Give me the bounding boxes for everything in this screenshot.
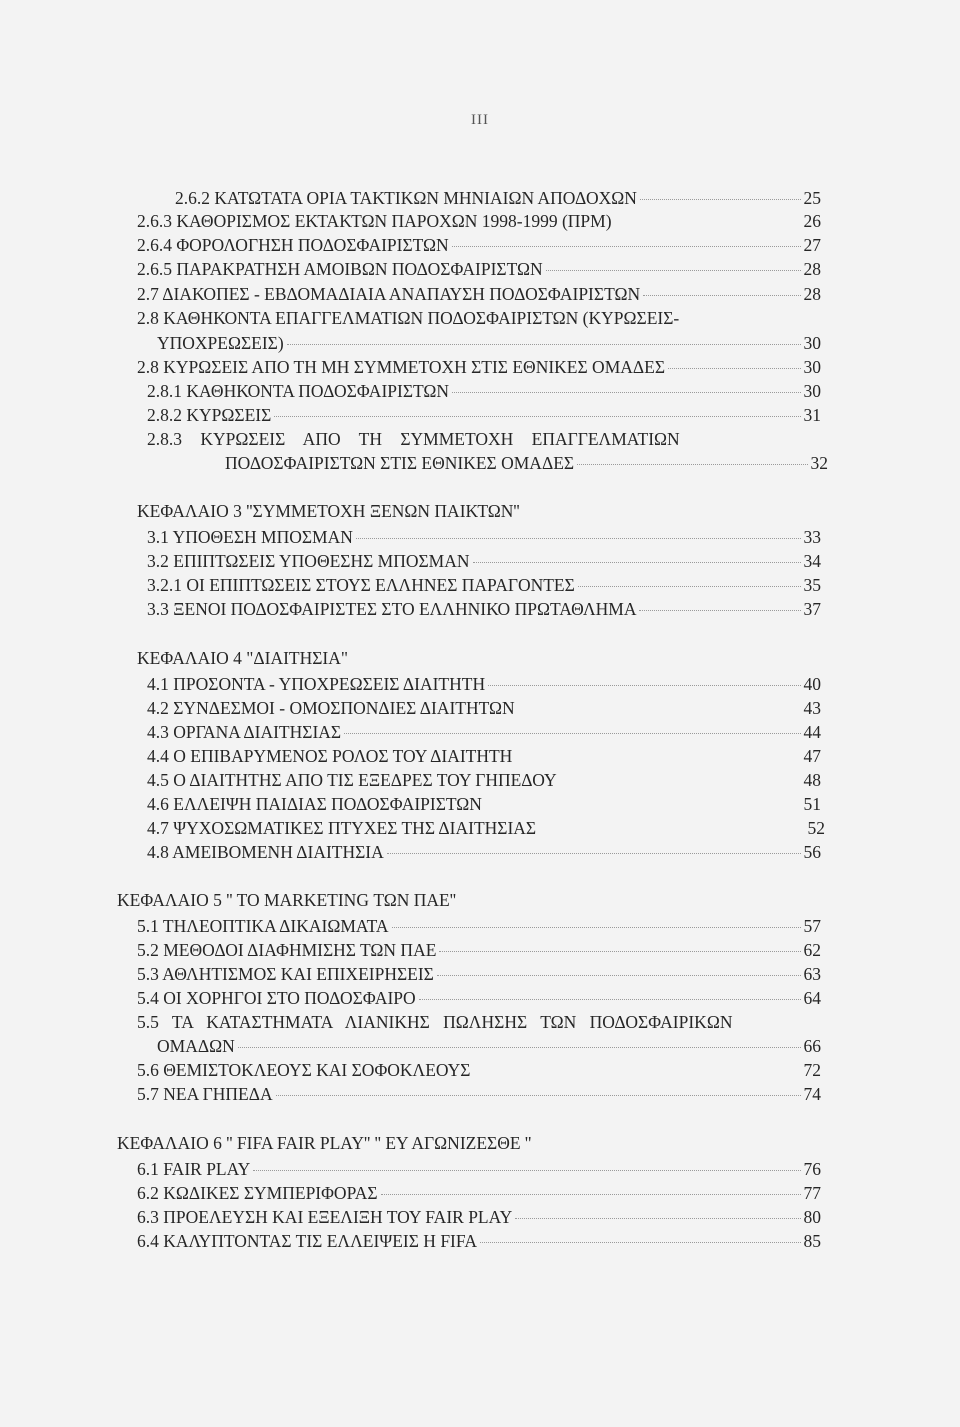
toc-leader <box>473 562 801 563</box>
toc-entry <box>137 963 821 985</box>
toc-entry-label: 5.3 ΑΘΛΗΤΙΣΜΟΣ ΚΑΙ ΕΠΙΧΕΙΡΗΣΕΙΣ <box>137 964 434 984</box>
toc-leader <box>419 999 801 1000</box>
toc-leader <box>392 927 801 928</box>
toc-entry-label: 2.6.4 ΦΟΡΟΛΟΓΗΣΗ ΠΟΔΟΣΦΑΙΡΙΣΤΩΝ <box>137 235 449 255</box>
toc-entry-page: 40 <box>803 674 821 694</box>
toc-entry <box>137 1083 821 1105</box>
toc-entry-page: 74 <box>803 1084 821 1104</box>
toc-entry-page: 30 <box>803 333 821 353</box>
toc-entry-label: 3.2.1 ΟΙ ΕΠΙΠΤΩΣΕΙΣ ΣΤΟΥΣ ΕΛΛΗΝΕΣ ΠΑΡΑΓΟΝΤΕΣ <box>147 575 575 595</box>
toc-leader <box>287 344 801 345</box>
toc-entry-label: 2.6.3 ΚΑΘΟΡΙΣΜΟΣ ΕΚΤΑΚΤΩΝ ΠΑΡΟΧΩΝ 1998-1999 (ΠΡΜ) <box>137 211 612 231</box>
toc-entry-label: 6.2 ΚΩΔΙΚΕΣ ΣΥΜΠΕΡΙΦΟΡΑΣ <box>137 1183 378 1203</box>
toc-entry <box>147 380 821 402</box>
toc-entry-page: 26 <box>803 211 821 231</box>
toc-leader <box>640 199 801 200</box>
toc-leader <box>480 1242 801 1243</box>
toc-entry <box>147 841 821 863</box>
toc-leader <box>577 464 807 465</box>
toc-entry-label: 2.8.2 ΚΥΡΩΣΕΙΣ <box>147 405 272 425</box>
toc-entry-label: 3.2 ΕΠΙΠΤΩΣΕΙΣ ΥΠΟΘΕΣΗΣ ΜΠΟΣΜΑΝ <box>147 551 470 571</box>
toc-entry-page: 80 <box>803 1207 821 1227</box>
toc-entry-page: 30 <box>803 381 821 401</box>
toc-entry-page: 37 <box>803 599 821 619</box>
toc-entry-label: 4.5 Ο ΔΙΑΙΤΗΤΗΣ ΑΠΟ ΤΙΣ ΕΞΕΔΡΕΣ ΤΟΥ ΓΗΠΕΔΟΥ <box>147 770 557 790</box>
toc-entry <box>137 283 821 305</box>
toc-entry <box>137 1059 821 1081</box>
chapter-heading: ΚΕΦΑΛΑΙΟ 4 "ΔΙΑΙΤΗΣΙΑ" <box>137 648 349 668</box>
toc-entry-page: 28 <box>803 259 821 279</box>
toc-leader <box>452 246 801 247</box>
toc-entry-label: 5.5 ΤΑ ΚΑΤΑΣΤΗΜΑΤΑ ΛΙΑΝΙΚΗΣ ΠΩΛΗΣΗΣ ΤΩΝ ΠΟΔΟΣΦΑΙΡΙΚΩΝ <box>137 1012 733 1032</box>
toc-leader <box>238 1047 801 1048</box>
toc-entry-page: 62 <box>803 940 821 960</box>
toc-entry-label: 2.6.2 ΚΑΤΩΤΑΤΑ ΟΡΙΑ ΤΑΚΤΙΚΩΝ ΜΗΝΙΑΙΩΝ ΑΠΟΔΟΧΩΝ <box>175 188 637 208</box>
toc-entry <box>175 187 821 209</box>
toc-entry-page: 85 <box>803 1231 821 1251</box>
toc-entry <box>137 210 821 232</box>
toc-entry-label: 2.8 ΚΑΘΗΚΟΝΤΑ ΕΠΑΓΓΕΛΜΑΤΙΩΝ ΠΟΔΟΣΦΑΙΡΙΣΤΩΝ (ΚΥΡΩΣΕΙΣ- <box>137 308 680 328</box>
toc-entry-label: 4.7 ΨΥΧΟΣΩΜΑΤΙΚΕΣ ΠΤΥΧΕΣ ΤΗΣ ΔΙΑΙΤΗΣΙΑΣ <box>147 818 537 838</box>
toc-entry-label: 2.8.1 ΚΑΘΗΚΟΝΤΑ ΠΟΔΟΣΦΑΙΡΙΣΤΩΝ <box>147 381 450 401</box>
toc-leader <box>437 975 801 976</box>
toc-entry <box>137 307 821 329</box>
toc-entry <box>137 234 821 256</box>
toc-entry-page: 47 <box>803 746 821 766</box>
toc-entry-label: 2.6.5 ΠΑΡΑΚΡΑΤΗΣΗ ΑΜΟΙΒΩΝ ΠΟΔΟΣΦΑΙΡΙΣΤΩΝ <box>137 259 543 279</box>
toc-leader <box>546 270 801 271</box>
toc-entry <box>147 598 821 620</box>
toc-entry <box>137 1011 833 1033</box>
toc-entry-label: 6.1 FAIR PLAY <box>137 1159 251 1179</box>
toc-entry <box>137 915 821 937</box>
toc-leader <box>387 853 801 854</box>
toc-entry <box>147 745 821 767</box>
toc-entry-page: 56 <box>803 842 821 862</box>
toc-entry <box>225 452 828 474</box>
toc-leader <box>668 368 800 369</box>
toc-entry-page: 66 <box>803 1036 821 1056</box>
toc-entry-label: 4.2 ΣΥΝΔΕΣΜΟΙ - ΟΜΟΣΠΟΝΔΙΕΣ ΔΙΑΙΤΗΤΩΝ <box>147 698 515 718</box>
toc-entry-page: 52 <box>807 818 825 838</box>
toc-entry-page: 76 <box>803 1159 821 1179</box>
toc-entry-label: 5.2 ΜΕΘΟΔΟΙ ΔΙΑΦΗΜΙΣΗΣ ΤΩΝ ΠΑΕ <box>137 940 437 960</box>
toc-entry <box>147 817 825 839</box>
toc-entry <box>137 1158 821 1180</box>
toc-leader <box>639 610 800 611</box>
toc-entry <box>147 550 821 572</box>
toc-entry <box>157 332 821 354</box>
toc-entry <box>147 673 821 695</box>
toc-entry-label: 2.7 ΔΙΑΚΟΠΕΣ - ΕΒΔΟΜΑΔΙΑΙΑ ΑΝΑΠΑΥΣΗ ΠΟΔΟΣΦΑΙΡΙΣΤΩΝ <box>137 284 641 304</box>
toc-entry-page: 28 <box>803 284 821 304</box>
toc-leader <box>381 1194 801 1195</box>
toc-leader <box>253 1170 800 1171</box>
toc-entry-page: 57 <box>803 916 821 936</box>
toc-entry-page: 48 <box>803 770 821 790</box>
chapter-heading: ΚΕΦΑΛΑΙΟ 5 '' ΤΟ MARKETING ΤΩΝ ΠΑΕ'' <box>117 890 456 910</box>
toc-entry-page: 77 <box>803 1183 821 1203</box>
toc-entry <box>137 356 821 378</box>
toc-leader <box>344 733 800 734</box>
toc-leader <box>356 538 801 539</box>
toc-entry <box>147 404 821 426</box>
toc-entry-label: ΠΟΔΟΣΦΑΙΡΙΣΤΩΝ ΣΤΙΣ ΕΘΝΙΚΕΣ ΟΜΑΔΕΣ <box>225 453 575 473</box>
toc-entry-label: ΥΠΟΧΡΕΩΣΕΙΣ) <box>157 333 284 353</box>
toc-entry <box>147 526 821 548</box>
chapter-heading: ΚΕΦΑΛΑΙΟ 3 ''ΣΥΜΜΕΤΟΧΗ ΞΕΝΩΝ ΠΑΙΚΤΩΝ'' <box>137 501 520 521</box>
toc-entry-page: 63 <box>803 964 821 984</box>
toc-entry-page: 72 <box>803 1060 821 1080</box>
toc-entry-label: 5.6 ΘΕΜΙΣΤΟΚΛΕΟΥΣ ΚΑΙ ΣΟΦΟΚΛΕΟΥΣ <box>137 1060 471 1080</box>
toc-entry-page: 32 <box>810 453 828 473</box>
toc-entry-label: 3.3 ΞΕΝΟΙ ΠΟΔΟΣΦΑΙΡΙΣΤΕΣ ΣΤΟ ΕΛΛΗΝΙΚΟ ΠΡΩΤΑΘΛΗΜΑ <box>147 599 637 619</box>
toc-entry-label: 4.6 ΕΛΛΕΙΨΗ ΠΑΙΔΙΑΣ ΠΟΔΟΣΦΑΙΡΙΣΤΩΝ <box>147 794 482 814</box>
toc-entry-page: 44 <box>803 722 821 742</box>
page-number: III <box>471 112 489 128</box>
toc-leader <box>643 295 800 296</box>
toc-entry-page: 43 <box>803 698 821 718</box>
toc-entry-page: 64 <box>803 988 821 1008</box>
toc-entry-page: 51 <box>803 794 821 814</box>
toc-entry <box>147 574 821 596</box>
toc-entry <box>147 428 827 450</box>
toc-entry-label: ΟΜΑΔΩΝ <box>157 1036 235 1056</box>
toc-entry-label: 6.3 ΠΡΟΕΛΕΥΣΗ ΚΑΙ ΕΞΕΛΙΞΗ ΤΟΥ FAIR PLAY <box>137 1207 513 1227</box>
toc-entry-page: 27 <box>803 235 821 255</box>
toc-entry <box>147 697 821 719</box>
toc-entry-page: 25 <box>803 188 821 208</box>
toc-entry <box>137 258 821 280</box>
toc-entry <box>157 1035 821 1057</box>
toc-entry-label: 4.1 ΠΡΟΣΟΝΤΑ - ΥΠΟΧΡΕΩΣΕΙΣ ΔΙΑΙΤΗΤΗ <box>147 674 486 694</box>
toc-entry-label: 2.8 ΚΥΡΩΣΕΙΣ ΑΠΟ ΤΗ ΜΗ ΣΥΜΜΕΤΟΧΗ ΣΤΙΣ ΕΘΝΙΚΕΣ ΟΜΑΔΕΣ <box>137 357 666 377</box>
toc-leader <box>276 1095 801 1096</box>
toc-leader <box>439 951 800 952</box>
toc-entry-label: 4.3 ΟΡΓΑΝΑ ΔΙΑΙΤΗΣΙΑΣ <box>147 722 342 742</box>
toc-entry-page: 33 <box>803 527 821 547</box>
toc-entry-label: 5.1 ΤΗΛΕΟΠΤΙΚΑ ΔΙΚΑΙΩΜΑΤΑ <box>137 916 389 936</box>
toc-entry-page: 34 <box>803 551 821 571</box>
toc-entry-label: 5.4 ΟΙ ΧΟΡΗΓΟΙ ΣΤΟ ΠΟΔΟΣΦΑΙΡΟ <box>137 988 416 1008</box>
toc-entry-label: 6.4 ΚΑΛΥΠΤΟΝΤΑΣ ΤΙΣ ΕΛΛΕΙΨΕΙΣ Η FIFA <box>137 1231 477 1251</box>
toc-entry-label: 4.4 Ο ΕΠΙΒΑΡΥΜΕΝΟΣ ΡΟΛΟΣ ΤΟΥ ΔΙΑΙΤΗΤΗ <box>147 746 513 766</box>
toc-entry <box>147 721 821 743</box>
toc-entry-label: 3.1 ΥΠΟΘΕΣΗ ΜΠΟΣΜΑΝ <box>147 527 353 547</box>
toc-entry <box>147 769 821 791</box>
toc-entry-label: 4.8 ΑΜΕΙΒΟΜΕΝΗ ΔΙΑΙΤΗΣΙΑ <box>147 842 384 862</box>
toc-entry-page: 31 <box>803 405 821 425</box>
toc-entry-label: 5.7 ΝΕΑ ΓΗΠΕΔΑ <box>137 1084 273 1104</box>
toc-leader <box>578 586 801 587</box>
toc-entry <box>137 1206 821 1228</box>
toc-leader <box>488 685 800 686</box>
toc-entry <box>147 793 821 815</box>
toc-leader <box>274 416 800 417</box>
toc-entry-page: 30 <box>803 357 821 377</box>
toc-entry <box>137 939 821 961</box>
toc-leader <box>515 1218 800 1219</box>
toc-entry-label: 2.8.3 ΚΥΡΩΣΕΙΣ ΑΠΟ ΤΗ ΣΥΜΜΕΤΟΧΗ ΕΠΑΓΓΕΛΜΑΤΙΩΝ <box>147 429 680 449</box>
toc-entry-page: 35 <box>803 575 821 595</box>
toc-entry <box>137 1182 821 1204</box>
toc-leader <box>452 392 800 393</box>
toc-entry <box>137 1230 821 1252</box>
chapter-heading: ΚΕΦΑΛΑΙΟ 6 '' FIFA FAIR PLAY'' '' ΕΥ ΑΓΩΝΙΖΕΣΘΕ '' <box>117 1133 532 1153</box>
toc-entry <box>137 987 821 1009</box>
